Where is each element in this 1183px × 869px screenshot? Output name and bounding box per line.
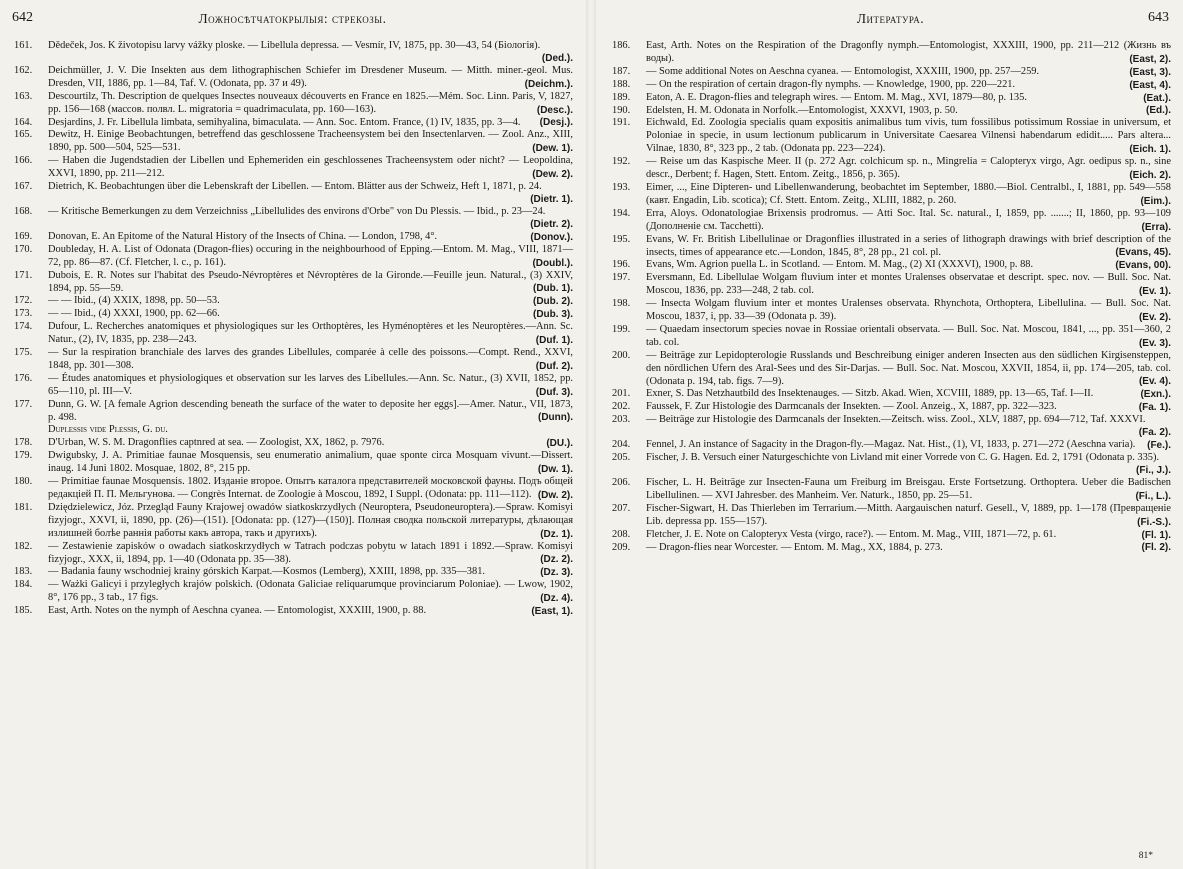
entry-abbreviation: (Duf. 1). [535, 335, 573, 347]
entry-body [48, 437, 575, 450]
entry-number: 181. [14, 501, 33, 513]
bibliography-list [14, 40, 575, 618]
entry-number: 166. [14, 155, 33, 167]
bibliography-entry [14, 373, 575, 399]
entry-number: 200. [612, 349, 631, 361]
bibliography-entry [612, 542, 1173, 555]
entry-body [646, 401, 1173, 414]
entry-abbreviation: (East, 1). [531, 606, 573, 618]
entry-body [646, 542, 1173, 555]
entry-citation: — On the respiration of certain dragon-fly nymphs. — Knowledge, 1900, pp. 220—221. [646, 78, 1016, 90]
entry-citation: Donovan, E. An Epitome of the Natural History of the Insects of China. — London, 1798, 4°. [48, 230, 438, 242]
entry-number: 186. [612, 40, 631, 51]
bibliography-entry [612, 401, 1173, 414]
entry-citation: Evans, W. Fr. British Libellulinae or Dragonflies illustrated in a series of lithograph drawings with brief description of the insects, times of appearance etc.—London, 1845, 8°, 28 pp., 21 col. pl. [646, 233, 1171, 258]
entry-body [646, 259, 1173, 272]
entry-body [646, 117, 1173, 156]
entry-abbreviation: (Desj.). [539, 117, 573, 129]
entry-abbreviation: (Erra). [1141, 221, 1171, 233]
entry-abbreviation: (DU.). [546, 438, 573, 450]
entry-abbreviation: (Deichm.). [524, 78, 573, 90]
entry-body [48, 373, 575, 399]
entry-abbreviation: (Fl. 2). [1141, 542, 1171, 554]
entry-body [646, 439, 1173, 452]
bibliography-entry [14, 450, 575, 476]
entry-abbreviation: (Dunn). [538, 412, 573, 424]
bibliography-entry [14, 270, 575, 296]
entry-body [48, 231, 575, 244]
entry-number: 174. [14, 321, 33, 333]
bibliography-entry [14, 181, 575, 206]
entry-abbreviation: (Desc.). [536, 104, 573, 116]
bibliography-entry [14, 476, 575, 502]
entry-citation: — Insecta Wolgam fluvium inter et montes Uralenses observata. Rhynchota, Orthoptera, Libellulina. — Bull. Soc. Nat. Moscou, 1837, i, pp. 33—39 (Odonata p. 39). [646, 298, 1171, 323]
bibliography-entry [612, 439, 1173, 452]
entry-number: 188. [612, 78, 631, 90]
entry-citation: Doubleday, H. A. List of Odonata (Dragon-flies) occuring in the neighbourhood of Epping.—Entom. M. Mag., VIII, 1871—72, pp. 86—87. (Cf. Fletcher, l. c., p. 161). [48, 243, 573, 268]
entry-number: 196. [612, 259, 631, 271]
entry-abbreviation: (Ev. 3). [1138, 337, 1171, 349]
entry-citation: East, Arth. Notes on the Respiration of the Dragonfly nymph.—Entomologist, XXXIII, 1900, pp. 211—212 (Жизнь въ воды). [646, 40, 1171, 64]
entry-number: 201. [612, 388, 631, 400]
bibliography-entry [14, 605, 575, 618]
bibliography-entry [612, 259, 1173, 272]
entry-body [48, 40, 575, 65]
bibliography-entry [612, 105, 1173, 118]
cross-reference-note: Duplessis vide Plessis, G. du. [48, 424, 168, 436]
entry-abbreviation: (Eat.). [1143, 92, 1171, 104]
running-title: Литература. [856, 11, 925, 26]
entry-body [646, 388, 1173, 401]
entry-number: 183. [14, 566, 33, 578]
entry-body [646, 503, 1173, 529]
bibliography-entry [612, 414, 1173, 439]
entry-abbreviation: (Fi., L.). [1135, 490, 1171, 502]
entry-body [48, 65, 575, 91]
entry-body [646, 182, 1173, 208]
bibliography-list [612, 40, 1173, 554]
entry-abbreviation: (Exn.). [1140, 389, 1171, 401]
bibliography-entry [612, 388, 1173, 401]
entry-body [646, 272, 1173, 298]
running-title: Ложносѣтчатокрылыя: стрекозы. [198, 11, 387, 26]
entry-citation: Dunn, G. W. [A female Agrion descending beneath the surface of the water to deposite her eggs].—Amer. Natur., VII, 1873, p. 498. [48, 398, 573, 423]
bibliography-entry [612, 182, 1173, 208]
bibliography-entry [14, 295, 575, 308]
entry-citation: Dufour, L. Recherches anatomiques et physiologiques sur les Orthoptères, les Hyménoptères et les Neuroptères.—Ann. Sc. Natur., (2), IV, 1835, pp. 238—243. [48, 321, 573, 346]
entry-number: 191. [612, 117, 631, 129]
entry-body [48, 347, 575, 373]
right-page-header [598, 10, 1183, 28]
entry-body [48, 91, 575, 117]
entry-abbreviation: (Ded.). [541, 52, 573, 64]
entry-body [48, 270, 575, 296]
entry-citation: Fischer, J. B. Versuch einer Naturgeschichte von Livland mit einer Vorrede von C. G. Hagen. Ed. 2, 1791 (Odonata p. 335). [646, 452, 1160, 464]
bibliography-entry [14, 308, 575, 321]
entry-body [48, 321, 575, 347]
entry-citation: Deichmüller, J. V. Die Insekten aus dem lithographischen Schiefer im Dresdener Museum. — Mitth. miner.-geol. Mus. Dresden, VII, 1886, pp. 1—84, Taf. V. (Odonata, pp. 37 и 49). [48, 64, 573, 89]
entry-citation: — Kritische Bemerkungen zu dem Verzeichniss „Libellulides des environs d'Orbe" von Du Plessis. — Ibid., p. 23—24. [48, 205, 546, 217]
entry-abbreviation: (East, 2). [1129, 53, 1171, 65]
entry-citation: — Ważki Galicyi i przyległych krajów polskich. (Odonata Galiciae reliquarumque provinciarum Poloniae). — Lwow, 1902, 8°, 176 pp., 3 tab., 17 figs. [48, 579, 573, 604]
entry-abbreviation: (Evans, 00). [1115, 260, 1171, 272]
entry-citation: — Beiträge zur Lepidopterologie Russlands und Beschreibung einiger anderen Insecten aus den südlichen Kirgisensteppen, den nördlichen Ufern des Aral-Sees und des Sir-Darjas. — Bull. Soc. Nat. Moscou, XXVII, 1854, ii, pp. 174—205, tab. col. (Odonata p. 194, tab. figs. 7—9). [646, 349, 1171, 387]
right-page [598, 0, 1183, 869]
entry-abbreviation: (Dz. 4). [540, 593, 573, 605]
entry-number: 202. [612, 401, 631, 413]
bibliography-entry [14, 40, 575, 65]
entry-body [48, 206, 575, 231]
entry-citation: — Badania fauny wschodniej krainy górskich Karpat.—Kosmos (Lemberg), XXIII, 1898, pp. 335—381. [48, 566, 485, 578]
bibliography-entry [612, 234, 1173, 260]
entry-body [646, 234, 1173, 260]
bibliography-entry [14, 206, 575, 231]
entry-number: 207. [612, 502, 631, 514]
bibliography-entry [612, 208, 1173, 234]
bibliography-entry [612, 503, 1173, 529]
entry-citation: Fischer, L. H. Beiträge zur Insecten-Fauna um Freiburg im Breisgau. Erste Fortsetzung. Orthoptera. Ueber die Badischen Libellulinen. — XVI Jahresber. des Manheim. Ver. Naturk., 1850, pp. 25—51. [646, 477, 1171, 501]
entry-body [48, 117, 575, 130]
entry-body [48, 502, 575, 541]
entry-number: 179. [14, 450, 33, 462]
bibliography-entry [14, 502, 575, 541]
entry-citation: Desjardins, J. Fr. Libellula limbata, semihyalina, bimaculata. — Ann. Soc. Entom. France, (1) IV, 1835, pp. 3—4. [48, 116, 521, 128]
entry-abbreviation: (Ed.). [1146, 105, 1171, 117]
entry-body [646, 324, 1173, 350]
entry-abbreviation: (Dew. 1). [532, 143, 573, 155]
bibliography-entry [612, 529, 1173, 542]
entry-number: 185. [14, 605, 33, 617]
entry-abbreviation: (East, 4). [1129, 79, 1171, 91]
bibliography-entry [612, 79, 1173, 92]
entry-number: 175. [14, 347, 33, 359]
entry-number: 184. [14, 579, 33, 591]
entry-abbreviation: (Dew. 2). [532, 169, 573, 181]
entry-citation: Faussek, F. Zur Histologie des Darmcanals der Insekten. — Zool. Anzeig., X, 1887, pp. 322—323. [646, 401, 1057, 413]
entry-body [646, 529, 1173, 542]
entry-abbreviation: (Fa. 2). [1138, 427, 1171, 439]
entry-number: 169. [14, 230, 33, 242]
entry-abbreviation: (Dw. 1). [537, 464, 573, 476]
entry-number: 168. [14, 205, 33, 217]
entry-body [646, 156, 1173, 182]
entry-citation: — Quaedam insectorum species novae in Rossiae orientali observata. — Bull. Soc. Nat. Moscou, 1841, ..., pp. 351—360, 2 tab. col. [646, 323, 1171, 348]
entry-body [48, 244, 575, 270]
entry-number: 194. [612, 207, 631, 219]
bibliography-entry [612, 117, 1173, 156]
bibliography-entry [612, 40, 1173, 66]
entry-citation: Exner, S. Das Netzhautbild des Insektenauges. — Sitzb. Akad. Wien, XCVIII, 1889, pp. 13—65, Taf. I—II. [646, 388, 1094, 400]
entry-body [48, 450, 575, 476]
entry-citation: Erra, Aloys. Odonatologiae Brixensis prodromus. — Atti Soc. Ital. Sc. natural., I, 1859, pp. .......; II, 1860, pp. 93—109 (Дополненіе см. Tacchetti). [646, 207, 1171, 232]
entry-body [48, 605, 575, 618]
entry-number: 190. [612, 104, 631, 116]
entry-body [646, 40, 1173, 66]
entry-body [48, 308, 575, 321]
left-page-header [0, 10, 585, 28]
entry-abbreviation: (Fi., J.). [1136, 465, 1171, 476]
bibliography-entry [14, 321, 575, 347]
bibliography-entry [612, 324, 1173, 350]
entry-abbreviation: (Dz. 2). [540, 554, 573, 566]
entry-body [48, 476, 575, 502]
entry-citation: Dwigubsky, J. A. Primitiae faunae Mosquensis, seu enumeratio animalium, quae sponte circa Mosquam vivunt.—Dissert. inaug. 14 Juni 1802. Mosquae, 1802, 8°, 215 pp. [48, 450, 573, 475]
entry-citation: Dubois, E. R. Notes sur l'habitat des Pseudo-Névroptères et Névroptères de la Gironde.—Feuille jeun. Natural., (3) XXIV, 1894, pp. 55—59. [48, 269, 573, 294]
entry-citation: Eichwald, Ed. Zoologia specialis quam expositis animalibus tum vivis, tum fossilibus potissimum Rossiae in universum, et Poloniae in specie, in usum lectionum publicarum in Universitate Caesarea Vilnensi habendarum edidit..... Pars altera... Vilnae, 1830, 8°, 323 pp., 2 tab. (Odonata pp. 223—224). [646, 117, 1171, 155]
entry-abbreviation: (Dw. 2). [537, 489, 573, 501]
entry-abbreviation: (Duf. 2). [535, 360, 573, 372]
entry-citation: — Beiträge zur Histologie des Darmcanals der Insekten.—Zeitsch. wiss. Zool., XLV, 1887, pp. 694—712, Taf. XXXVI. [646, 414, 1146, 426]
entry-number: 167. [14, 181, 33, 193]
entry-number: 178. [14, 437, 33, 449]
entry-abbreviation: (Duf. 3). [535, 386, 573, 398]
bibliography-entry [14, 91, 575, 117]
entry-abbreviation: (East, 3). [1129, 66, 1171, 78]
entry-citation: Dědeček, Jos. K životopisu larvy vážky ploske. — Libellula depressa. — Vesmír, IV, 1875, pp. 30—43, 54 (Біологія). [48, 40, 541, 51]
entry-abbreviation: (Donov.). [530, 231, 573, 243]
entry-citation: Eversmann, Ed. Libellulae Wolgam fluvium inter et montes Uralenses observatae et descript. spec. nov. — Bull. Soc. Nat. Moscou, 1836, pp. 233—248, 2 tab. col. [646, 272, 1171, 297]
bibliography-entry [14, 579, 575, 605]
bibliography-entry [612, 452, 1173, 477]
entry-body [646, 477, 1173, 503]
bibliography-entry [612, 350, 1173, 389]
entry-abbreviation: (Ev. 1). [1138, 286, 1171, 298]
entry-citation: Dewitz, H. Einige Beobachtungen, betreffend das geschlossene Tracheensystem bei den Insectenlarven. — Zool. Anz., XIII, 1890, pp. 500—504, 525—531. [48, 129, 573, 154]
entry-abbreviation: (Dietr. 1). [530, 193, 573, 205]
entry-citation: — Some additional Notes on Aeschna cyanea. — Entomologist, XXXIII, 1900, pp. 257—259. [646, 65, 1040, 77]
entry-number: 176. [14, 372, 33, 384]
entry-number: 209. [612, 541, 631, 553]
entry-number: 182. [14, 540, 33, 552]
bibliography-entry [612, 92, 1173, 105]
entry-citation: Evans, Wm. Agrion puella L. in Scotland. — Entom. M. Mag., (2) XI (XXXVI), 1900, p. 88. [646, 259, 1034, 271]
bibliography-entry [612, 66, 1173, 79]
bibliography-entry [14, 65, 575, 91]
entry-number: 208. [612, 528, 631, 540]
entry-body [646, 105, 1173, 118]
entry-number: 163. [14, 90, 33, 102]
entry-abbreviation: (Dz. 1). [540, 528, 573, 540]
entry-citation: — Zestawienie zapisków o owadach siatkoskrzydłych w Tatrach podczas pobytu w latach 1891 i 1892.—Spraw. Komisyi fizyjogr., XXX, ii, 1894, pp. 1—40 (Odonata pp. 35—38). [48, 540, 573, 565]
entry-body [48, 129, 575, 155]
entry-citation: Descourtilz, Th. Description de quelques Insectes nouveaux découverts en France en 1825.—Mém. Soc. Linn. Paris, V, 1827, pp. 156—168 (массов. полвл. L. migratoria = quadrimaculata, pp. 160—163). [48, 90, 573, 115]
entry-number: 171. [14, 269, 33, 281]
entry-abbreviation: (Dub. 2). [533, 296, 573, 308]
entry-body [646, 79, 1173, 92]
entry-body [48, 155, 575, 181]
entry-number: 193. [612, 181, 631, 193]
entry-body [646, 452, 1173, 477]
entry-abbreviation: (Dietr. 2). [530, 218, 573, 230]
entry-number: 198. [612, 298, 631, 310]
entry-body [48, 181, 575, 206]
entry-abbreviation: (Fi.-S.). [1137, 516, 1171, 528]
entry-citation: Fletcher, J. E. Note on Calopteryx Vesta (virgo, race?). — Entom. M. Mag., VIII, 1871—72, p. 61. [646, 528, 1057, 540]
entry-number: 172. [14, 295, 33, 307]
entry-body [48, 579, 575, 605]
entry-citation: — — Ibid., (4) XXXI, 1900, pp. 62—66. [48, 308, 220, 320]
page-number: 643 [1148, 10, 1169, 25]
bibliography-entry [14, 399, 575, 425]
signature-mark: 81* [1138, 851, 1153, 861]
entry-abbreviation: (Ev. 2). [1138, 311, 1171, 323]
entry-citation: Eaton, A. E. Dragon-flies and telegraph wires. — Entom. M. Mag., XVI, 1879—80, p. 135. [646, 91, 1027, 103]
entry-abbreviation: (Evans, 45). [1115, 247, 1171, 259]
entry-number: 195. [612, 233, 631, 245]
entry-abbreviation: (Ev. 4). [1138, 376, 1171, 388]
entry-body [48, 541, 575, 567]
entry-body [646, 350, 1173, 389]
left-page [0, 0, 585, 869]
entry-citation: Eimer, ..., Eine Dipteren- und Libellenwanderung, beobachtet im September, 1880.—Biol. Centralbl., I, 1881, pp. 549—558 (кавт. Engadin, Lib. scotica); Cf. Stett. Entom. Zeitg., XLIII, 1882, p. 260. [646, 181, 1171, 206]
entry-number: 205. [612, 452, 631, 464]
entry-citation: Dietrich, K. Beobachtungen über die Lebenskraft der Libellen. — Entom. Blätter aus der Schweiz, Heft 1, 1871, p. 24. [48, 181, 542, 193]
entry-number: 165. [14, 129, 33, 141]
entry-citation: — Études anatomiques et physiologiques et observation sur les larves des Libellules.—Ann. Sc. Natur., (3) XVII, 1852, pp. 65—110, pl. III—V. [48, 372, 573, 397]
bibliography-entry [612, 156, 1173, 182]
entry-citation: Fennel, J. An instance of Sagacity in the Dragon-fly.—Magaz. Nat. Hist., (1), VI, 1833, p. 271—272 (Aeschna varia). [646, 439, 1136, 451]
entry-number: 177. [14, 398, 33, 410]
bibliography-entry [14, 155, 575, 181]
entry-abbreviation: (Dub. 1). [533, 283, 573, 295]
entry-abbreviation: (Eich. 1). [1129, 144, 1171, 156]
entry-citation: — Reise um das Kaspische Meer. II (p. 272 Agr. colchicum sp. n., Mingrelia = Calopteryx virgo, Agr. oedipus sp. n., sine descr., Derbent; f. Hagen, Stett. Entom. Zeitg., 1856, p. 365). [646, 156, 1171, 181]
entry-number: 189. [612, 91, 631, 103]
entry-body [646, 66, 1173, 79]
entry-abbreviation: (Dz. 3). [540, 567, 573, 579]
bibliography-entry [14, 541, 575, 567]
entry-citation: — Dragon-flies near Worcester. — Entom. M. Mag., XX, 1884, p. 273. [646, 541, 943, 553]
entry-citation: Dziędzielewicz, Józ. Przegląd Fauny Krajowej owadów siatkoskrzydłych (Neuroptera, Pseudoneuroptera).—Spraw. Komisyi fizyjogr., XXVI, ii, 1890, pp. (26)—(151). [Odonata: pp. (127)—(150)]. Полная сводка польской литературы, дѣлающая излишней болѣе раннія работы какъ автора, такъ и другихъ). [48, 501, 573, 539]
entry-abbreviation: (Fl. 1). [1141, 529, 1171, 541]
entry-number: 164. [14, 116, 33, 128]
bibliography-entry [612, 272, 1173, 298]
entry-body [48, 295, 575, 308]
entry-number: 161. [14, 40, 33, 51]
entry-body [48, 399, 575, 425]
entry-abbreviation: (Fa. 1). [1138, 402, 1171, 414]
bibliography-entry [14, 129, 575, 155]
entry-abbreviation: (Fe.). [1147, 440, 1171, 452]
bibliography-entry [14, 117, 575, 130]
entry-number: 199. [612, 323, 631, 335]
bibliography-entry [14, 347, 575, 373]
entry-citation: East, Arth. Notes on the nymph of Aeschna cyanea. — Entomologist, XXXIII, 1900, p. 88. [48, 605, 427, 617]
book-gutter [586, 0, 596, 869]
entry-abbreviation: (Dub. 3). [533, 309, 573, 321]
bibliography-entry [14, 244, 575, 270]
bibliography-entry [14, 566, 575, 579]
entry-citation: — Sur la respiration branchiale des larves des grandes Libellules, comparée à celle des poissons.—Compt. Rend., XXVI, 1848, pp. 301—308. [48, 347, 573, 371]
entry-citation: — Primitiae faunae Mosquensis. 1802. Изданіе второе. Опытъ каталога предстaвителей московской фауны. Подъ общей редакціей П. П. Мельгунова. — Congrès Internat. de Zoologie à Moscou, 1892, I Suppl. (Odonata: pp. 111—112). [48, 476, 573, 500]
entry-number: 162. [14, 64, 33, 76]
entry-number: 197. [612, 272, 631, 284]
entry-body [48, 566, 575, 579]
entry-number: 180. [14, 476, 33, 488]
entry-number: 204. [612, 439, 631, 451]
bibliography-entry [612, 477, 1173, 503]
page-number: 642 [12, 10, 33, 25]
entry-number: 203. [612, 414, 631, 426]
entry-number: 187. [612, 65, 631, 77]
entry-citation: — — Ibid., (4) XXIX, 1898, pp. 50—53. [48, 295, 220, 307]
entry-citation: — Haben die Jugendstadien der Libellen und Ephemeriden ein geschlossenes Tracheensystem oder nicht? — Leopoldina, XXVI, 1890, pp. 211—212. [48, 155, 573, 180]
entry-number: 173. [14, 308, 33, 320]
entry-abbreviation: (Doubl.). [532, 257, 573, 269]
entry-body [646, 414, 1173, 439]
entry-number: 170. [14, 243, 33, 255]
entry-abbreviation: (Eich. 2). [1129, 169, 1171, 181]
entry-body [646, 92, 1173, 105]
entry-body [646, 208, 1173, 234]
bibliography-entry [14, 231, 575, 244]
entry-number: 192. [612, 156, 631, 168]
entry-citation: Edelsten, H. M. Odonata in Norfolk.—Entomologist, XXXVI, 1903, p. 50. [646, 104, 958, 116]
bibliography-entry [14, 437, 575, 450]
entry-citation: Fischer-Sigwart, H. Das Thierleben im Terrarium.—Mitth. Aargauischen naturf. Gesell., V, 1889, pp. 1—178 (Превращеніе Lib. depressa pp. 155—157). [646, 502, 1171, 527]
entry-number: 206. [612, 477, 631, 488]
entry-abbreviation: (Eim.). [1140, 195, 1171, 207]
entry-citation: D'Urban, W. S. M. Dragonflies captnred at sea. — Zoologist, XX, 1862, p. 7976. [48, 437, 385, 449]
bibliography-entry [612, 298, 1173, 324]
entry-body [646, 298, 1173, 324]
